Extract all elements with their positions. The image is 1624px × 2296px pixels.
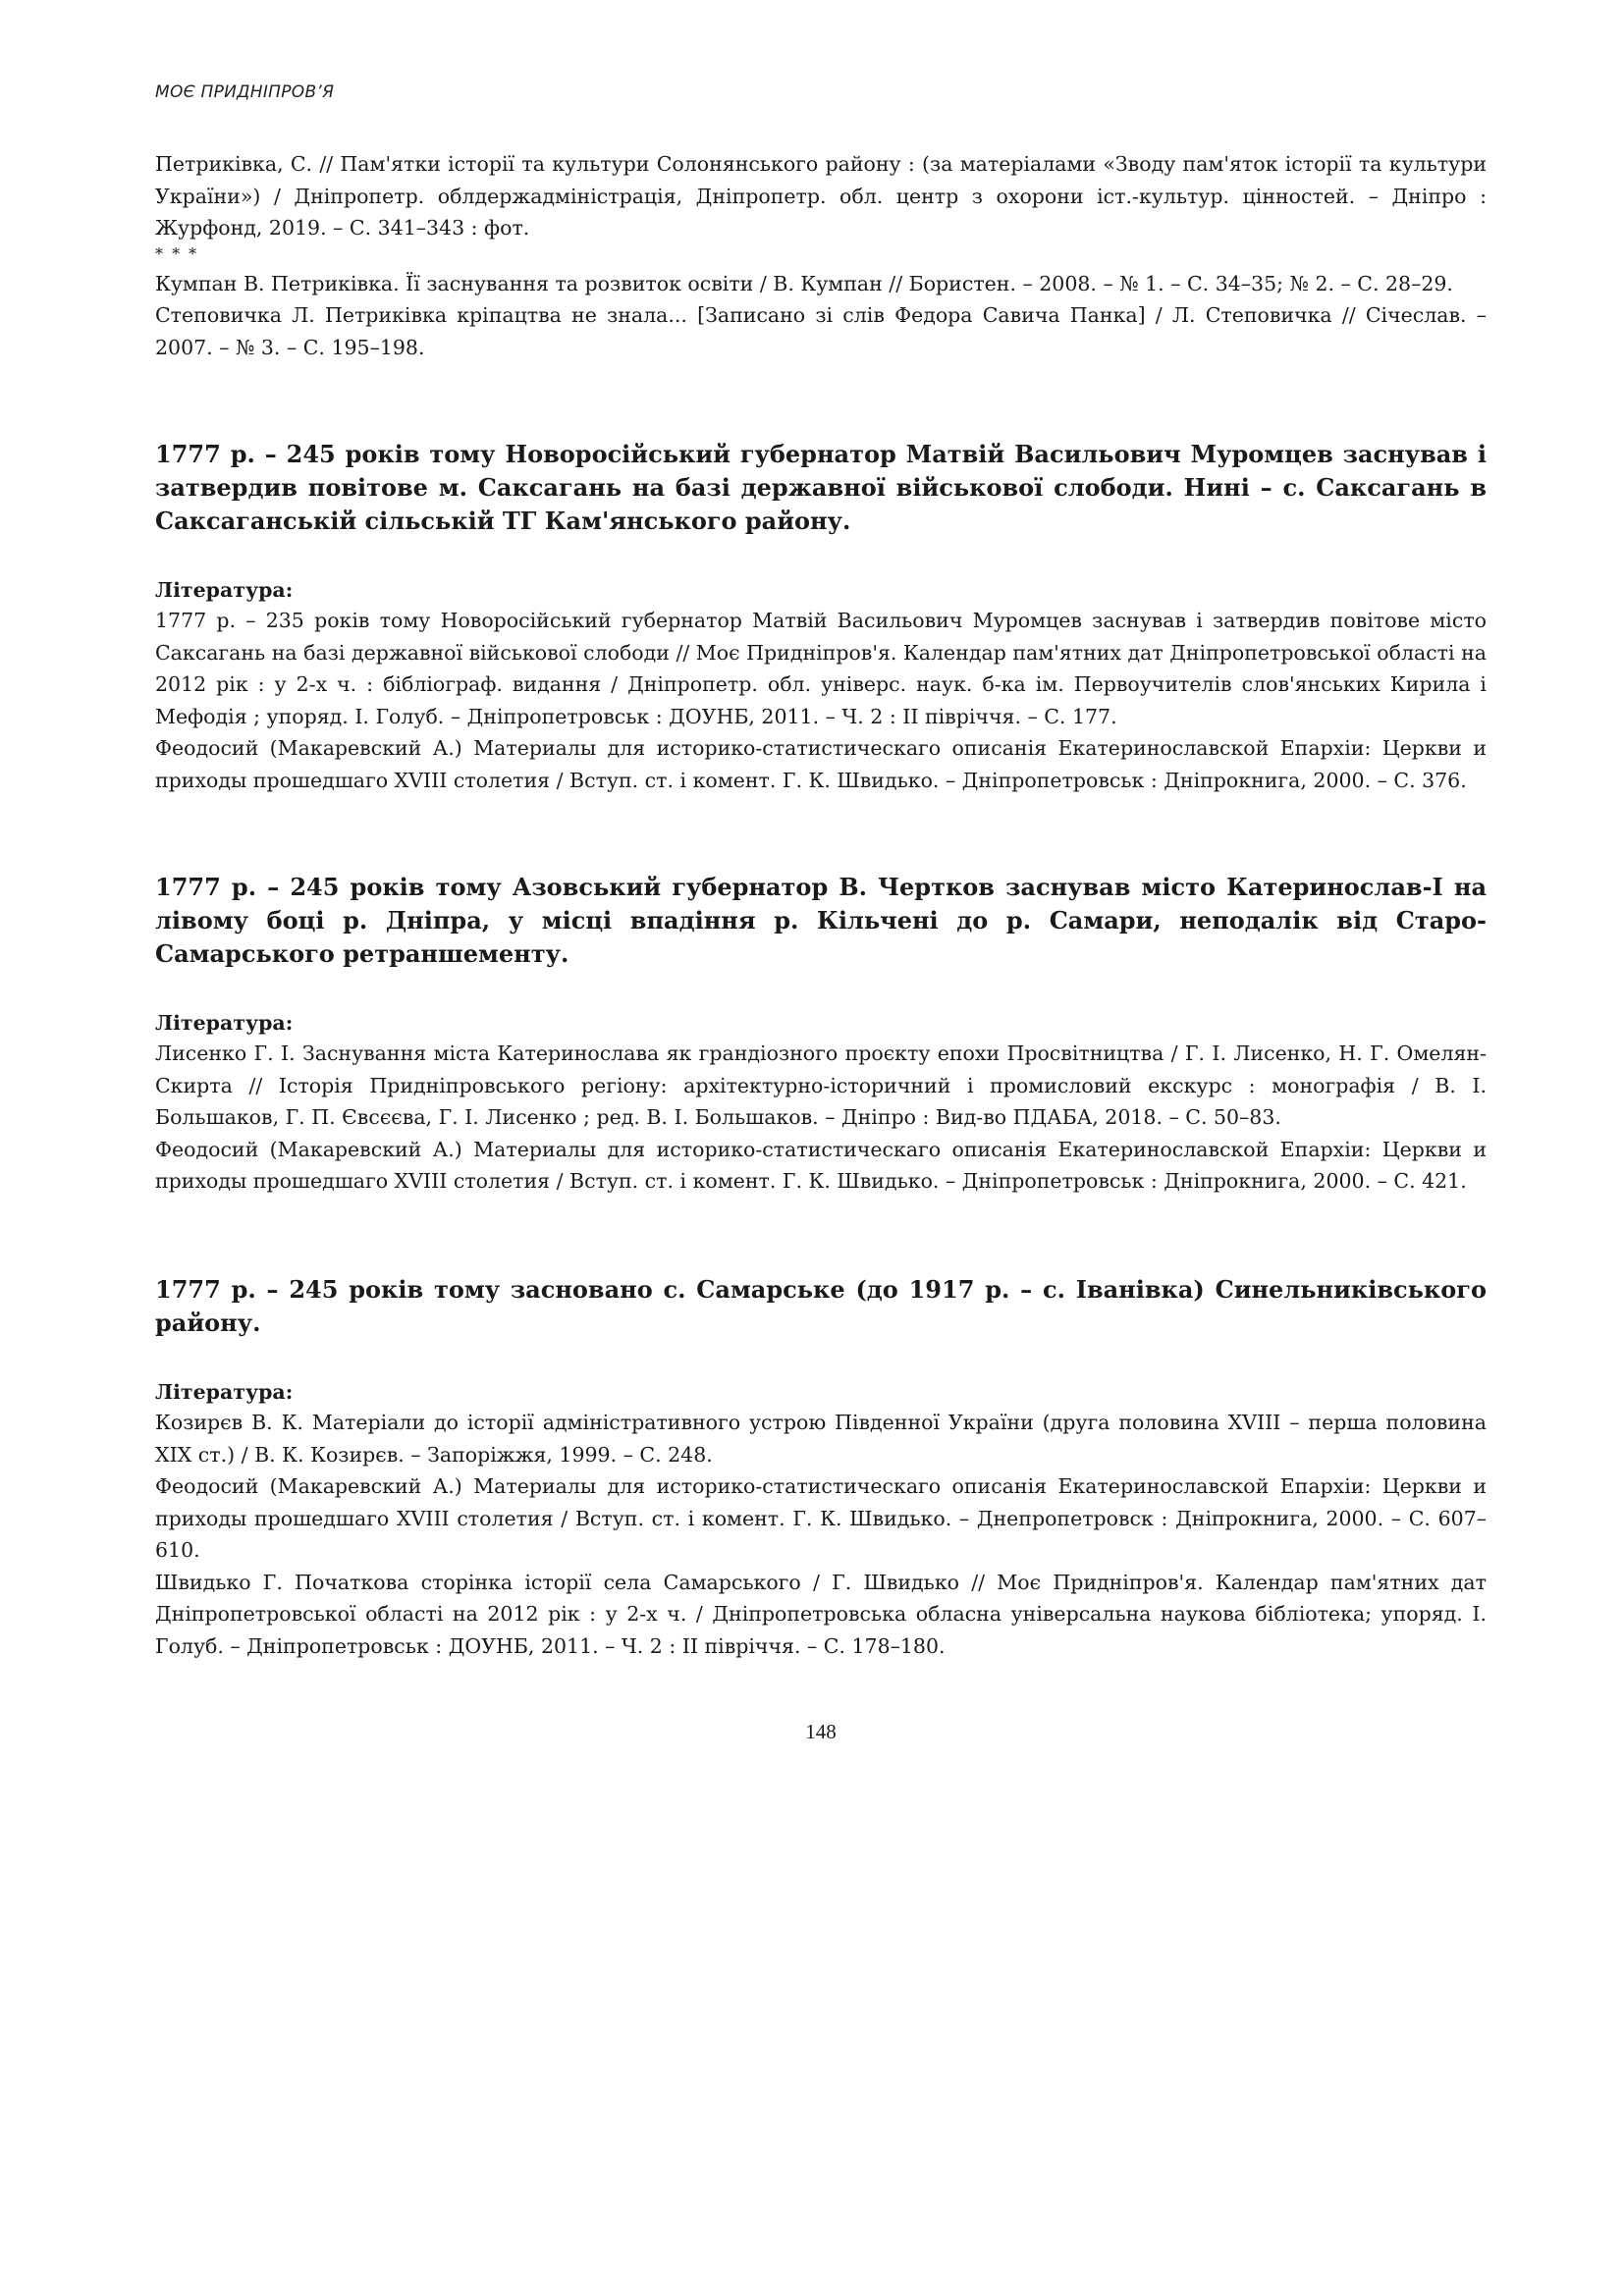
reference-entry: Лисенко Г. І. Заснування міста Катеринослава як грандіозного проєкту епохи Просвітництва / Г. І. Лисенко, Н. Г. Омелян-Скирта // Історія Придніпровського регіону: архітектурно-історичний і промисловий екскурс : монографія / В. І. Большаков, Г. П. Євсєєва, Г. І. Лисенко ; ред. В. І. Большаков. – Дніпро : Вид-во ПДАБА, 2018. – С. 50–83. <box>155 1041 1487 1129</box>
entry-heading: 1777 р. – 245 років тому засновано с. Самарське (до 1917 р. – с. Іванівка) Синельниківського району. <box>155 1275 1487 1337</box>
running-header: МОЄ ПРИДНІПРОВ’Я <box>155 82 335 102</box>
reference-entry: Козирєв В. К. Матеріали до історії адміністративного устрою Південної України (друга половина XVIII – перша половина XIX ст.) / В. К. Козирєв. – Запоріжжя, 1999. – С. 248. <box>155 1411 1487 1467</box>
reference-entry: Феодосий (Макаревский А.) Материалы для историко-статистическаго описанія Екатеринославской Епархіи: Церкви и приходы прошедшаго XVIII столетия / Вступ. ст. і комент. Г. К. Швидько. – Дніпропетровськ : Дніпрокнига, 2000. – С. 421. <box>155 1137 1487 1193</box>
reference-entry: Кумпан В. Петриківка. Її заснування та розвиток освіти / В. Кумпан // Бористен. – 2008. – № 1. – С. 34–35; № 2. – С. 28–29. <box>155 271 1453 295</box>
reference-entry: Феодосий (Макаревский А.) Материалы для историко-статистическаго описанія Екатеринославской Епархіи: Церкви и приходы прошедшаго XVIII столетия / Вступ. ст. і комент. Г. К. Швидько. – Дніпропетровськ : Дніпрокнига, 2000. – С. 376. <box>155 736 1487 792</box>
reference-entry: Швидько Г. Початкова сторінка історії села Самарського / Г. Швидько // Моє Придніпров'я. Календар пам'ятних дат Дніпропетровської області на 2012 рік : у 2-х ч. / Дніпропетровська обласна універсальна наукова бібліотека; упоряд. І. Голуб. – Дніпропетровськ : ДОУНБ, 2011. – Ч. 2 : II півріччя. – С. 178–180. <box>155 1570 1487 1658</box>
literature-label: Література: <box>155 578 294 602</box>
calendar-entry-saksagan <box>155 438 1487 796</box>
literature-label: Література: <box>155 1011 294 1035</box>
calendar-entry-katerynoslav <box>155 871 1487 1198</box>
literature-label: Література: <box>155 1380 294 1404</box>
reference-entry: Феодосий (Макаревский А.) Материалы для историко-статистическаго описанія Екатеринославской Епархіи: Церкви и приходы прошедшаго XVIII столетия / Вступ. ст. і комент. Г. К. Швидько. – Днепропетровск : Дніпрокнига, 2000. – С. 607–610. <box>155 1474 1487 1562</box>
reference-entry: Степовичка Л. Петриківка кріпацтва не знала... [Записано зі слів Федора Савича Панка] / Л. Степовичка // Січеслав. – 2007. – № 3. – С. 195–198. <box>155 303 1487 359</box>
reference-entry: Петриківка, С. // Пам'ятки історії та культури Солонянського району : (за матеріалами «Зводу пам'яток історії та культури України») / Дніпропетр. облдержадміністрація, Дніпропетр. обл. центр з охорони іст.-культур. цінностей. – Дніпро : Журфонд, 2019. – С. 341–343 : фот. <box>155 152 1487 240</box>
page-number: 148 <box>805 1720 837 1743</box>
reference-entry: 1777 р. – 235 років тому Новоросійський губернатор Матвій Васильович Муромцев заснував і затвердив повітове місто Саксагань на базі державної військової слободи // Моє Придніпров'я. Календар пам'ятних дат Дніпропетровської області на 2012 рік : у 2-х ч. : бібліограф. видання / Дніпропетр. обл. універс. наук. б-ка ім. Первоучителів слов'янських Кирила і Мефодія ; упоряд. І. Голуб. – Дніпропетровськ : ДОУНБ, 2011. – Ч. 2 : II півріччя. – С. 177. <box>155 609 1487 728</box>
entry-heading: 1777 р. – 245 років тому Новоросійський губернатор Матвій Васильович Муромцев заснував і затвердив повітове м. Саксагань на базі державної військової слободи. Нині – с. Саксагань в Саксаганській сільській ТГ Кам'янського району. <box>155 440 1487 535</box>
separator-stars: * * * <box>155 243 199 263</box>
continued-references <box>155 148 1487 363</box>
calendar-entry-samarske <box>155 1273 1487 1662</box>
entry-heading: 1777 р. – 245 років тому Азовський губернатор В. Чертков заснував місто Катеринослав-І на лівому боці р. Дніпра, у місці впадіння р. Кільчені до р. Самари, неподалік від Старо-Самарського ретраншементу. <box>155 873 1487 968</box>
